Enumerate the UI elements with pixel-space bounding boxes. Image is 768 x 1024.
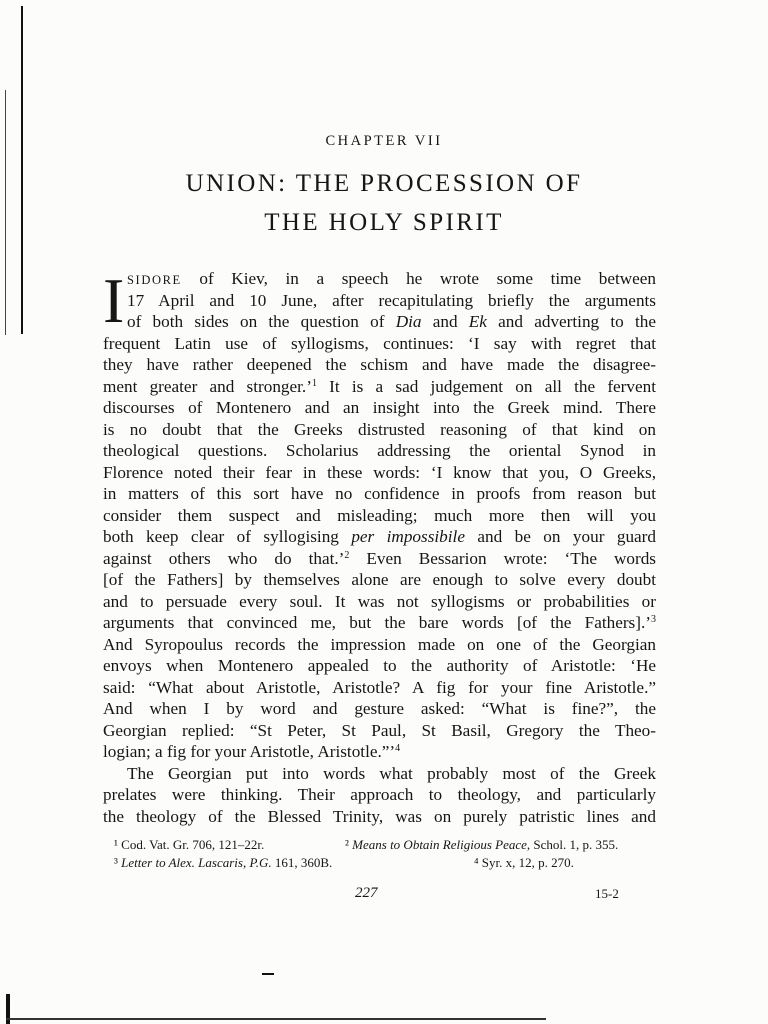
- body-text: [103, 265, 656, 827]
- text-line: discourses of Montenero and an insight into the Greek mind. There: [103, 398, 656, 417]
- text-line: frequent Latin use of syllogisms, continues: ‘I say with regret that: [103, 333, 656, 353]
- text-line: and to persuade every soul. It was not syllogisms or probabilities or: [103, 591, 656, 611]
- text-line: both keep clear of syllogising per impossibile and be on your guard: [103, 527, 656, 546]
- text-line: ment greater and stronger.’$^1$ It is a sad judgement on all the fervent: [103, 376, 656, 396]
- text-line: in matters of this sort have no confidence in proofs from reason but: [103, 484, 656, 503]
- text-line: they have rather deepened the schism and have made the disagree-: [103, 355, 656, 374]
- footnote: ¹ Cod. Vat. Gr. 706, 121–22r.: [114, 837, 265, 852]
- text-line: logian; a fig for your Aristotle, Aristotle.”’$^4$: [103, 742, 401, 761]
- text-line: consider them suspect and misleading; much more then will you: [103, 505, 656, 525]
- page-number: 227: [355, 885, 378, 901]
- text-line: envoys when Montenero appealed to the authority of Aristotle: ‘He: [103, 656, 656, 675]
- text-line: Georgian replied: “St Peter, St Paul, St Basil, Gregory the Theo-: [103, 720, 656, 740]
- drop-cap: I: [103, 265, 125, 336]
- text-line: Florence noted their fear in these words: ‘I know that you, O Greeks,: [103, 462, 656, 482]
- text-line: theological questions. Scholarius addressing the oriental Synod in: [103, 441, 656, 460]
- text-line: 17 April and 10 June, after recapitulating briefly the arguments: [127, 290, 656, 310]
- text-line: arguments that convinced me, but the bare words [of the Fathers].’$^3$: [103, 613, 656, 632]
- chapter-title-line-1: UNION: THE PROCESSION OF: [185, 170, 583, 197]
- text-line: is no doubt that the Greeks distrusted reasoning of that kind on: [103, 419, 656, 439]
- text-line: The Georgian put into words what probably most of the Greek: [127, 763, 656, 783]
- text-line: SIDORE of Kiev, in a speech he wrote some time between: [127, 269, 656, 288]
- chapter-title-line-2: THE HOLY SPIRIT: [264, 209, 504, 236]
- text-line: said: “What about Aristotle, Aristotle? A fig for your fine Aristotle.”: [103, 677, 656, 697]
- chapter-label: CHAPTER VII: [325, 133, 443, 149]
- text-line: And when I by word and gesture asked: “What is fine?”, the: [103, 699, 656, 718]
- scan-bottom-line: [6, 1018, 546, 1020]
- footnote-row: [114, 836, 654, 854]
- footnote: ² Means to Obtain Religious Peace, Schol. 1, p. 355.: [345, 837, 619, 852]
- scan-dash: [262, 973, 274, 975]
- footnote: ⁴ Syr. x, 12, p. 270.: [474, 855, 574, 870]
- text-line: the theology of the Blessed Trinity, was on purely patristic lines and: [103, 806, 656, 826]
- signature-mark: 15-2: [595, 886, 619, 901]
- footnotes: [114, 836, 654, 872]
- footnote: ³ Letter to Alex. Lascaris, P.G. 161, 360B.: [114, 855, 333, 870]
- text-line: of both sides on the question of Dia and Ek and adverting to the: [127, 312, 656, 331]
- text-line: prelates were thinking. Their approach to theology, and particularly: [103, 785, 656, 804]
- footnote-row: [114, 854, 654, 872]
- text-line: against others who do that.’$^2$ Even Bessarion wrote: ‘The words: [103, 548, 656, 568]
- text-line: [of the Fathers] by themselves alone are enough to solve every doubt: [103, 570, 656, 589]
- text-line: And Syropoulus records the impression made on one of the Georgian: [103, 634, 656, 654]
